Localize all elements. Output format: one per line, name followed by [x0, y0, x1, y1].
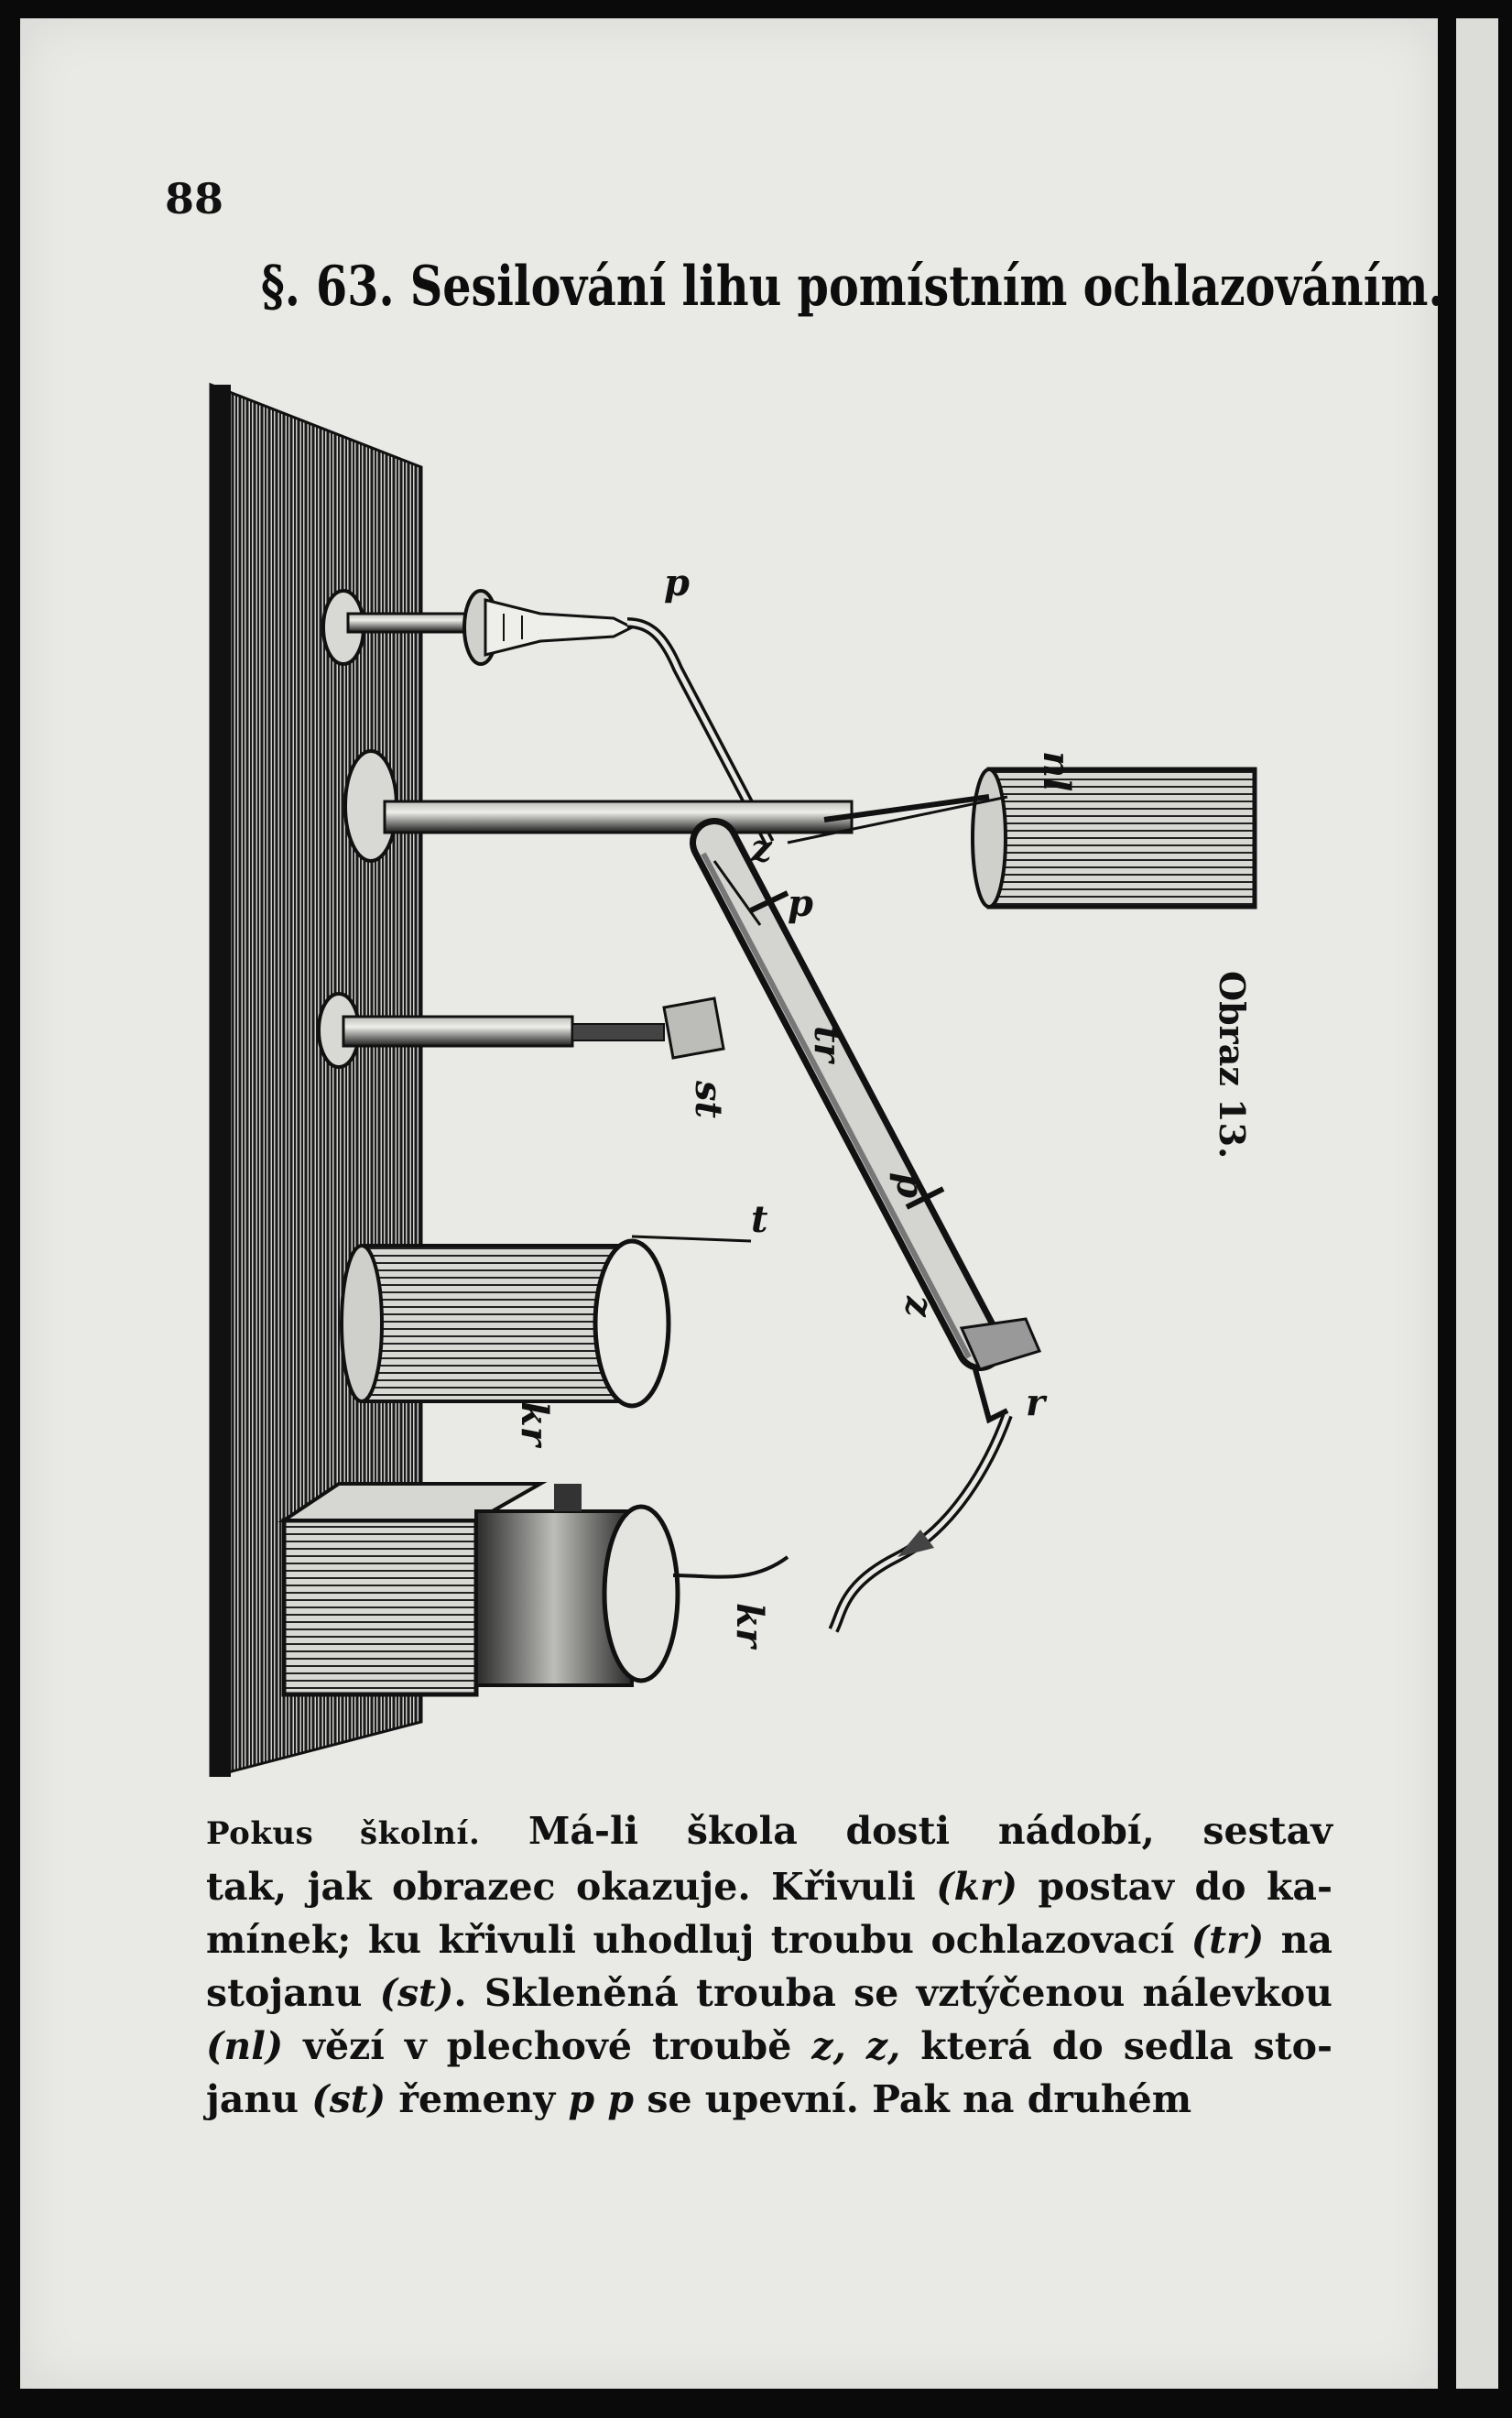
- label-tr: tr: [806, 1026, 849, 1062]
- label-kr-left: kr: [513, 1401, 556, 1446]
- label-z-upper: z: [751, 827, 772, 870]
- label-z-low: z: [897, 1296, 941, 1317]
- next-page-edge: [1456, 18, 1498, 2389]
- text-line-5: (nl) vězí v plechové troubě z, z, která do sedla sto-: [206, 2024, 1333, 2068]
- label-p-low: p: [888, 1172, 931, 1198]
- text-line-3: mínek; ku křivuli uhodluj troubu ochlazovací (tr) na: [206, 1918, 1333, 1962]
- cooling-tube: [703, 843, 980, 1357]
- section-heading: §. 63. Sesilování lihu pomístním ochlazováním.: [261, 255, 1444, 319]
- text-line-4: stojanu (st). Skleněná trouba se vztýčenou nálevkou: [206, 1971, 1333, 2015]
- apparatus-illustration: [201, 366, 1328, 1777]
- text-line-1: Pokus školní. Má-li škola dosti nádobí, sestav: [206, 1809, 1333, 1853]
- label-t: t: [751, 1198, 768, 1241]
- figure-caption: Obraz 13.: [1212, 971, 1253, 1160]
- label-p-mid: p: [788, 882, 813, 925]
- text-line-2: tak, jak obrazec okazuje. Křivuli (kr) postav do ka-: [206, 1865, 1333, 1909]
- body-paragraph: [206, 1804, 1333, 2126]
- label-r: r: [1026, 1381, 1046, 1424]
- text-line-6: janu (st) řemeny p p se upevní. Pak na druhém: [206, 2077, 1192, 2121]
- label-kr-bottom: kr: [728, 1603, 771, 1648]
- label-nl: nl: [1035, 751, 1078, 792]
- figure-apparatus: [201, 366, 1328, 1777]
- page-number: 88: [165, 174, 224, 223]
- label-p-top: p: [664, 561, 690, 604]
- label-st: st: [687, 1081, 730, 1118]
